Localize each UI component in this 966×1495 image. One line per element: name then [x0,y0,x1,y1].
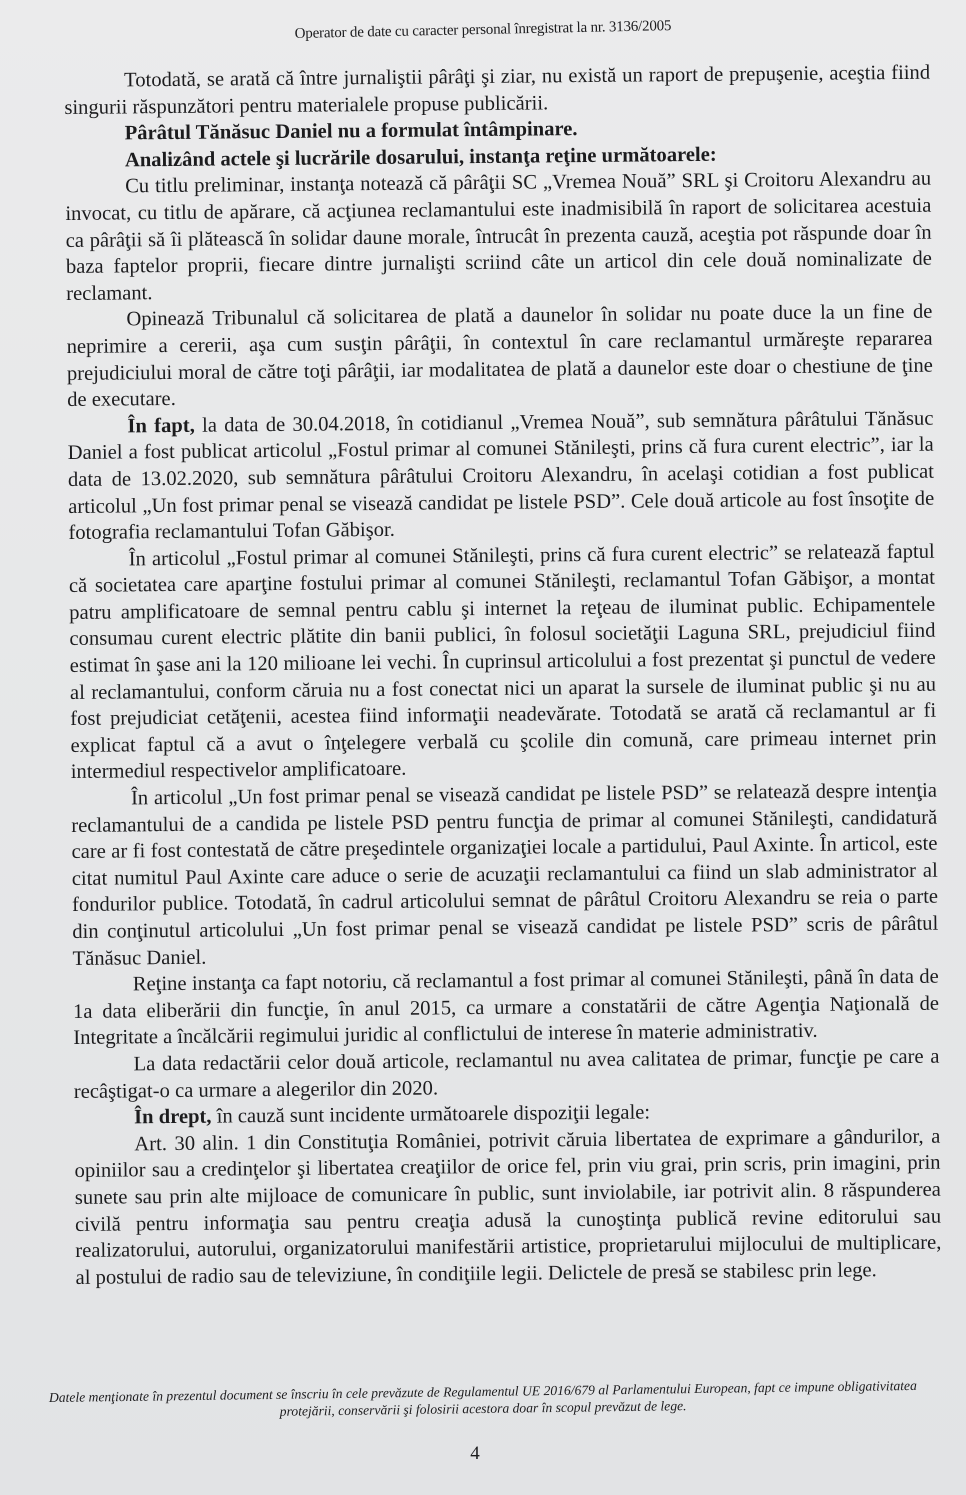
paragraph [73,964,940,1052]
paragraph-text: În articolul „Un fost primar penal se visează candidat pe listele PSD” se relatează despre intenţia reclamantului de a candida pe listele PSD pentru funcţia de primar al comunei Stănileşti, candidatură care ar fi fost contestată de către preşedintele organizaţiei locale a partidului, Paul Axinte. În articol, este citat numitul Paul Axinte care aduce o serie de acuzaţii reclamantului ca fiind un slab administrator al fondurilor publice. Totodată, în cadrul articolului semnat de pârâtul Croitoru Alexandru se reia o parte din conţinutul articolului „Un fost primar penal se visează candidat pe listele PSD” scris de pârâtul Tănăsuc Daniel. [71,779,939,970]
paragraph-text: Cu titlu preliminar, instanţa notează că pârâţii SC „Vremea Nouă” SRL şi Croitoru Alexandru au invocat, cu titlu de apărare, că acţiunea reclamantului este inadmisibilă în raport de solicitarea acestuia ca pârâţii să îi plătească în solidar daune morale, întrucât în prezenta cauză, aceştia pot răspunde doar în baza faptelor proprii, fiecare dintre jurnalişti scriind câte un articol din cele două nominalizate de reclamant. [65,168,932,305]
paragraph-bold: Analizând actele şi lucrările dosarului, instanţa reţine următoarele: [124,143,717,172]
paragraph-text: La data redactării celor două articole, reclamantul nu avea calitatea de primar, funcţie pe care a recâştigat-o ca urmare a alegerilor din 2020. [73,1045,940,1103]
page-number: 4 [470,1443,480,1464]
page-footer: Datele menţionate în prezentul document se înscriu în cele prevăzute de Regulamentul UE 2016/679 al Parlamentului European, fapt ce impune obligativitatea protejării, conservării şi folosirii acestora doar în scopul prevăzut de lege. [48,1377,917,1419]
paragraph [67,405,934,546]
paragraph [66,299,933,414]
paragraph-bold: În fapt, [127,414,195,438]
paragraph-text: la data de 30.04.2018, în cotidianul „Vremea Nouă”, sub semnătura pârâtului Tănăsuc Daniel a fost publicat articolul „Fostul primar al comunei Stănileşti, prins că fura curent electric”, iar la data de 13.02.2020, sub semnătura pârâtului Croitoru Alexandru, în acelaşi cotidian a fost publicat articolul „Un fost primar penal se visează candidat pe listele PSD”. Cele două articole au fost însoţite de fotografia reclamantului Tofan Găbişor. [67,407,935,545]
paragraph-text: Totodată, se arată că între jurnaliştii pârâţi şi ziar, nu există un raport de prepuşenie, aceştia fiind singurii răspunzători pentru materialele propuse publicării. [64,61,931,119]
paragraph [71,778,939,972]
paragraph-bold: Pârâtul Tănăsuc Daniel nu a formulat întâmpinare. [124,118,578,145]
paragraph-text: Reţine instanţa ca fapt notoriu, că reclamantul a fost primar al comunei Stănileşti, până în data de 1a data eliberării din funcţie, în anul 2015, ca urmare a constatării de către Agenţia Naţională de Integritate a încălcării regimului juridic al conflictului de interese în materie administrativ. [72,965,940,1050]
document-body [64,60,942,1292]
paragraph-text: Opinează Tribunalul că solicitarea de plată a daunelor în solidar nu poate duce la un fine de neprimire a cererii, aşa cum susţin pârâţii, în contextul în care reclamantul urmăreşte repararea prejudiciului moral de către toţi pârâţii, iar modalitatea de plată a daunelor este doar o chestiune de ţine de executare. [66,301,933,412]
page-header: Operator de date cu caracter personal înregistrat la nr. 3136/2005 [294,18,672,42]
paragraph [73,1044,939,1105]
paragraph-bold: În drept, [133,1105,212,1129]
paragraph-text: Art. 30 alin. 1 din Constituţia României, potrivit căruia libertatea de exprimare a gândurilor, a opiniilor sau a credinţelor şi libertatea creaţiilor de orice fel, prin viu grai, prin scris, prin imagini, prin sunete sau prin alte mijloace de comunicare în public, sunt inviolabile, iar potrivit alin. 8 răspunderea civilă pentru informaţia sau pentru creaţia adusă la cunoştinţa publică revine editorului sau realizatorului, autorului, organizatorului manifestării artistice, proprietarului mijlocului de multiplicare, al postului de radio sau de televiziune, în condiţiile legii. Delictele de presă se stabilesc prin lege. [74,1125,942,1289]
paragraph-text: în cauză sunt incidente următoarele dispoziţii legale: [211,1101,651,1128]
paragraph [64,60,930,121]
paragraph [69,538,937,786]
paragraph [65,166,932,307]
paragraph [74,1123,941,1291]
paragraph-text: În articolul „Fostul primar al comunei Stănileşti, prins că fura curent electric” se relatează faptul că societatea care aparţine fostului primar al comunei Stănileşti, reclamantul Tofan Găbişor, a montat patru amplificatoare de semnal pentru cablu şi internet la reţeau de iluminat public. Echipamentele consumau curent electric plătite din banii publici, în folosul societăţii Laguna SRL, prejudiciul fiind estimat în şase ani la 120 milioane lei vechi. În cuprinsul articolului a fost prezentat şi punctul de vedere al reclamantului, conform căruia nu a fost conectat nici un aparat la sursele de iluminat public şi nu au fost prejudiciat cetăţenii, acestea fiind informaţii neadevărate. Totodată se arată că reclamantul ar fi explicat faptul că a avut o înţelegere verbală cu şcolile din comună, care primeau internet prin intermediul respectivelor amplificatoare. [68,540,937,784]
